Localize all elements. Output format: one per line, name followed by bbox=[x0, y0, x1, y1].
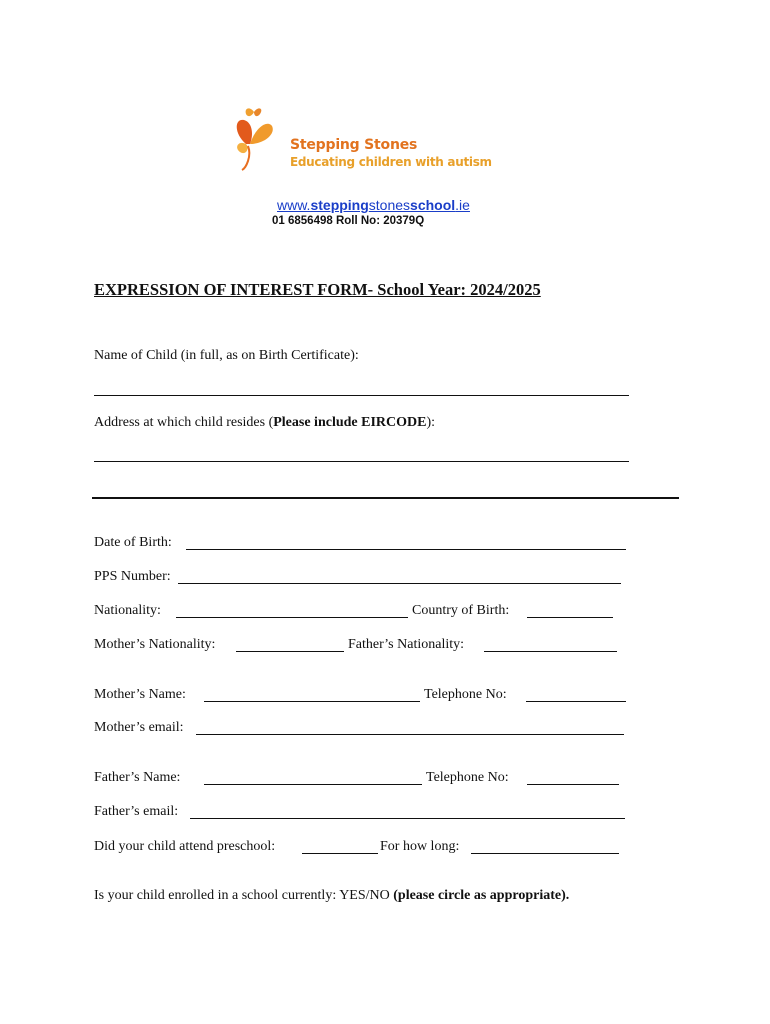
father-email-label: Father’s email: bbox=[94, 804, 179, 819]
address-label-post: ): bbox=[426, 415, 436, 430]
enrolled-instruction: (please circle as appropriate). bbox=[393, 888, 570, 903]
father-telephone-label: Telephone No: bbox=[426, 770, 509, 785]
preschool-label: Did your child attend preschool: bbox=[94, 839, 276, 854]
mother-telephone-label: Telephone No: bbox=[424, 687, 507, 702]
country-birth-field[interactable] bbox=[527, 617, 613, 618]
address-label-eircode: Please include EIRCODE bbox=[273, 415, 427, 430]
mother-email-field[interactable] bbox=[196, 734, 624, 735]
website-prefix: www. bbox=[277, 197, 311, 213]
website-suffix: .ie bbox=[455, 197, 470, 213]
father-nationality-label: Father’s Nationality: bbox=[348, 637, 464, 652]
address-field-line-1[interactable] bbox=[94, 461, 629, 462]
address-label-pre: Address at which child resides ( bbox=[94, 415, 274, 430]
enrolled-question bbox=[94, 888, 569, 904]
website-part-1: stepping bbox=[310, 197, 369, 213]
dob-label: Date of Birth: bbox=[94, 535, 172, 550]
father-nationality-field[interactable] bbox=[484, 651, 617, 652]
address-field-line-2[interactable] bbox=[92, 497, 679, 499]
preschool-field[interactable] bbox=[302, 853, 378, 854]
country-birth-label: Country of Birth: bbox=[412, 603, 510, 618]
how-long-label: For how long: bbox=[380, 839, 460, 854]
enrolled-question-text: Is your child enrolled in a school currently: YES/NO bbox=[94, 888, 394, 903]
pps-label: PPS Number: bbox=[94, 569, 171, 584]
child-name-label: Name of Child (in full, as on Birth Certificate): bbox=[94, 348, 359, 363]
address-label bbox=[94, 415, 435, 431]
logo-title: Stepping Stones bbox=[290, 137, 418, 153]
nationality-field[interactable] bbox=[176, 617, 408, 618]
mother-nationality-field[interactable] bbox=[236, 651, 344, 652]
mother-name-label: Mother’s Name: bbox=[94, 687, 186, 702]
child-name-field[interactable] bbox=[94, 395, 629, 396]
mother-email-label: Mother’s email: bbox=[94, 720, 184, 735]
dob-field[interactable] bbox=[186, 549, 626, 550]
logo-subtitle: Educating children with autism bbox=[290, 155, 492, 169]
father-name-field[interactable] bbox=[204, 784, 422, 785]
website-part-2: stones bbox=[368, 197, 411, 213]
father-email-field[interactable] bbox=[190, 818, 625, 819]
pps-field[interactable] bbox=[178, 583, 621, 584]
how-long-field[interactable] bbox=[471, 853, 619, 854]
website-link[interactable] bbox=[277, 197, 470, 213]
form-title: EXPRESSION OF INTEREST FORM- School Year: 2024/2025 bbox=[94, 280, 541, 299]
nationality-label: Nationality: bbox=[94, 603, 161, 618]
phone-roll-number: 01 6856498 Roll No: 20379Q bbox=[272, 215, 425, 227]
mother-nationality-label: Mother’s Nationality: bbox=[94, 637, 216, 652]
website-part-3: school bbox=[410, 197, 456, 213]
butterfly-logo-icon bbox=[232, 104, 292, 176]
father-name-label: Father’s Name: bbox=[94, 770, 181, 785]
mother-name-field[interactable] bbox=[204, 701, 420, 702]
father-telephone-field[interactable] bbox=[527, 784, 619, 785]
mother-telephone-field[interactable] bbox=[526, 701, 626, 702]
